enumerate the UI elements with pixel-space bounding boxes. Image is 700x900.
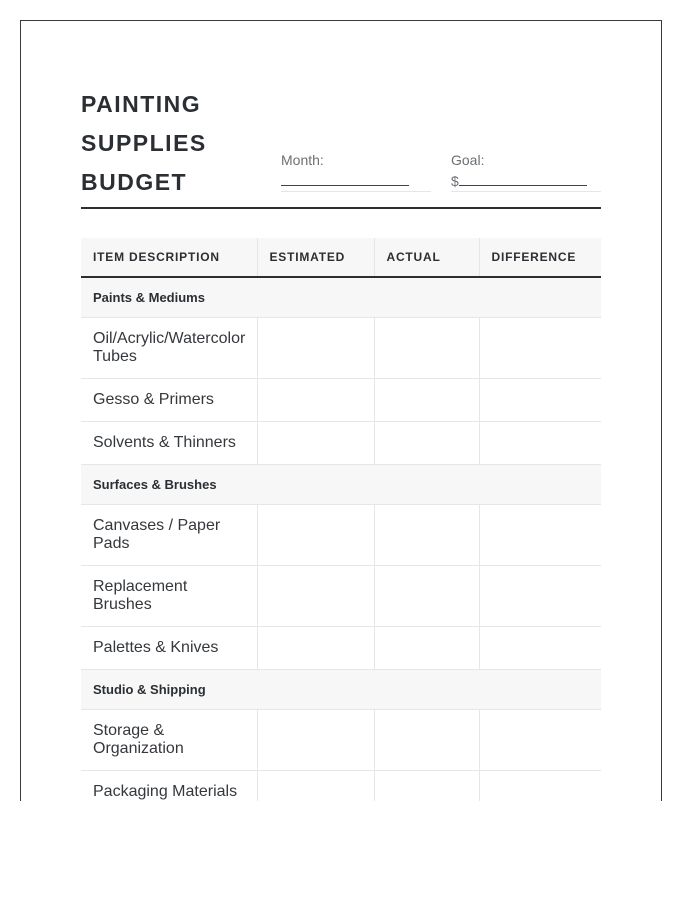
actual-cell[interactable] bbox=[374, 710, 479, 771]
item-description: Storage & Organization bbox=[81, 710, 257, 771]
item-description: Replacement Brushes bbox=[81, 566, 257, 627]
item-description: Canvases / Paper Pads bbox=[81, 505, 257, 566]
section-title: Studio & Shipping bbox=[81, 670, 601, 710]
page-title bbox=[81, 85, 207, 202]
estimated-cell[interactable] bbox=[257, 379, 374, 422]
actual-cell[interactable] bbox=[374, 771, 479, 802]
actual-cell[interactable] bbox=[374, 318, 479, 379]
item-description: Oil/Acrylic/Watercolor Tubes bbox=[81, 318, 257, 379]
section-row bbox=[81, 277, 601, 318]
table-row bbox=[81, 771, 601, 802]
title-line: BUDGET bbox=[81, 169, 188, 195]
table-row bbox=[81, 379, 601, 422]
goal-input-line[interactable] bbox=[451, 173, 601, 192]
actual-cell[interactable] bbox=[374, 505, 479, 566]
title-line: PAINTING bbox=[81, 91, 202, 117]
sheet-header bbox=[81, 81, 601, 209]
difference-cell[interactable] bbox=[479, 379, 601, 422]
goal-currency-prefix: $ bbox=[451, 173, 459, 189]
estimated-cell[interactable] bbox=[257, 566, 374, 627]
section-title: Surfaces & Brushes bbox=[81, 465, 601, 505]
table-row bbox=[81, 566, 601, 627]
section-title: Paints & Mediums bbox=[81, 277, 601, 318]
table-row bbox=[81, 710, 601, 771]
item-description: Solvents & Thinners bbox=[81, 422, 257, 465]
estimated-cell[interactable] bbox=[257, 771, 374, 802]
difference-cell[interactable] bbox=[479, 505, 601, 566]
column-header-difference: DIFFERENCE bbox=[479, 238, 601, 277]
difference-cell[interactable] bbox=[479, 627, 601, 670]
item-description: Palettes & Knives bbox=[81, 627, 257, 670]
actual-cell[interactable] bbox=[374, 379, 479, 422]
goal-label: Goal: bbox=[451, 152, 485, 168]
section-row bbox=[81, 465, 601, 505]
estimated-cell[interactable] bbox=[257, 710, 374, 771]
item-description: Gesso & Primers bbox=[81, 379, 257, 422]
month-field[interactable] bbox=[281, 152, 431, 192]
difference-cell[interactable] bbox=[479, 710, 601, 771]
difference-cell[interactable] bbox=[479, 318, 601, 379]
difference-cell[interactable] bbox=[479, 771, 601, 802]
column-header-estimated: ESTIMATED bbox=[257, 238, 374, 277]
actual-cell[interactable] bbox=[374, 627, 479, 670]
estimated-cell[interactable] bbox=[257, 318, 374, 379]
title-line: SUPPLIES bbox=[81, 130, 207, 156]
actual-cell[interactable] bbox=[374, 422, 479, 465]
difference-cell[interactable] bbox=[479, 566, 601, 627]
month-label: Month: bbox=[281, 152, 324, 168]
estimated-cell[interactable] bbox=[257, 627, 374, 670]
budget-sheet bbox=[20, 20, 662, 801]
goal-field[interactable] bbox=[451, 152, 601, 192]
table-row bbox=[81, 422, 601, 465]
column-header-item-description: ITEM DESCRIPTION bbox=[81, 238, 257, 277]
actual-cell[interactable] bbox=[374, 566, 479, 627]
table-header-row bbox=[81, 238, 601, 277]
table-row bbox=[81, 627, 601, 670]
estimated-cell[interactable] bbox=[257, 505, 374, 566]
budget-table bbox=[81, 238, 601, 801]
section-row bbox=[81, 670, 601, 710]
difference-cell[interactable] bbox=[479, 422, 601, 465]
estimated-cell[interactable] bbox=[257, 422, 374, 465]
table-row bbox=[81, 318, 601, 379]
item-description: Packaging Materials bbox=[81, 771, 257, 802]
table-row bbox=[81, 505, 601, 566]
column-header-actual: ACTUAL bbox=[374, 238, 479, 277]
month-input-line[interactable] bbox=[281, 173, 431, 192]
